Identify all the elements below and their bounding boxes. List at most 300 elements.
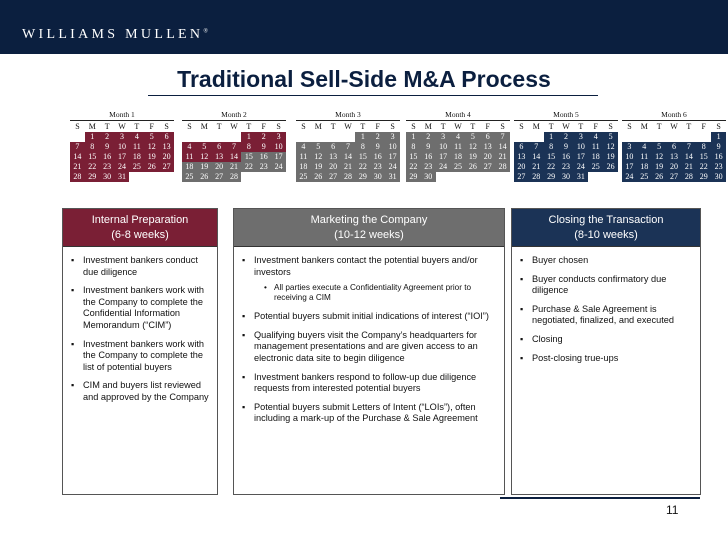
day-cell: 12 [603, 142, 618, 152]
day-cell: 20 [667, 162, 682, 172]
day-cell: 26 [144, 162, 159, 172]
day-cell: 9 [559, 142, 574, 152]
weekday-label: W [230, 122, 238, 131]
day-cell: 5 [144, 132, 159, 142]
day-cell [70, 132, 85, 142]
day-cell: 4 [296, 142, 311, 152]
weekday-label: M [88, 122, 96, 131]
day-cell [465, 172, 480, 182]
day-cell: 28 [227, 172, 242, 182]
list-item: ▪ Closing [520, 334, 692, 346]
weekday-label: T [686, 122, 692, 131]
day-cell [480, 172, 495, 182]
day-cell: 23 [711, 162, 726, 172]
day-cell: 15 [241, 152, 256, 162]
weekday-label: F [375, 122, 380, 131]
day-cell: 13 [326, 152, 341, 162]
day-cell: 9 [256, 142, 271, 152]
day-cell: 12 [197, 152, 212, 162]
week-row [182, 142, 286, 152]
week-row [622, 142, 726, 152]
day-cell: 5 [652, 142, 667, 152]
day-cell [182, 132, 197, 142]
list-item: ▪ Investment bankers work with the Company to complete the Confidential Information Memorandum (“CIM”) [71, 285, 209, 331]
week-row [70, 162, 174, 172]
day-cell [256, 172, 271, 182]
week-row [70, 152, 174, 162]
day-cell: 30 [559, 172, 574, 182]
day-cell: 23 [370, 162, 385, 172]
day-cell: 25 [451, 162, 466, 172]
day-cell: 30 [421, 172, 436, 182]
day-cell: 1 [85, 132, 100, 142]
title-underline [148, 95, 598, 96]
weekday-label: W [670, 122, 678, 131]
day-cell: 31 [385, 172, 400, 182]
day-cell [588, 172, 603, 182]
weekday-row [70, 121, 174, 132]
day-cell: 18 [296, 162, 311, 172]
weekday-label: S [390, 122, 395, 131]
weekday-label: F [701, 122, 706, 131]
day-cell: 18 [588, 152, 603, 162]
day-cell [637, 132, 652, 142]
day-cell [667, 132, 682, 142]
day-cell [652, 132, 667, 142]
day-cell: 26 [652, 172, 667, 182]
day-cell: 28 [495, 162, 510, 172]
weekday-label: T [360, 122, 366, 131]
day-cell: 19 [197, 162, 212, 172]
week-row [296, 152, 400, 162]
day-cell: 23 [559, 162, 574, 172]
weekday-row [406, 121, 510, 132]
weekday-label: F [261, 122, 266, 131]
day-cell: 16 [559, 152, 574, 162]
day-cell: 2 [421, 132, 436, 142]
weekday-label: S [716, 122, 721, 131]
day-cell: 19 [603, 152, 618, 162]
week-row [182, 162, 286, 172]
day-cell [296, 132, 311, 142]
month-name: Month 6 [622, 110, 726, 121]
day-cell: 21 [495, 152, 510, 162]
day-cell: 4 [637, 142, 652, 152]
month-calendar [622, 110, 726, 182]
weekday-label: M [424, 122, 432, 131]
day-cell: 24 [115, 162, 130, 172]
day-cell: 3 [436, 132, 451, 142]
week-row [70, 172, 174, 182]
day-cell: 16 [711, 152, 726, 162]
day-cell: 26 [197, 172, 212, 182]
weekday-label: S [500, 122, 505, 131]
day-cell: 25 [296, 172, 311, 182]
day-cell: 1 [355, 132, 370, 142]
week-row [622, 132, 726, 142]
month-name: Month 2 [182, 110, 286, 121]
day-cell: 7 [681, 142, 696, 152]
day-cell: 10 [271, 142, 286, 152]
day-cell: 18 [129, 152, 144, 162]
week-row [406, 172, 510, 182]
weekday-label: T [330, 122, 336, 131]
month-name: Month 4 [406, 110, 510, 121]
week-row [182, 152, 286, 162]
month-name: Month 1 [70, 110, 174, 121]
day-cell: 14 [495, 142, 510, 152]
day-cell: 24 [385, 162, 400, 172]
day-cell [495, 172, 510, 182]
panel-header-prep [63, 209, 217, 247]
day-cell: 1 [711, 132, 726, 142]
weekday-label: S [164, 122, 169, 131]
day-cell: 7 [529, 142, 544, 152]
day-cell: 11 [451, 142, 466, 152]
day-cell [227, 132, 242, 142]
day-cell: 12 [311, 152, 326, 162]
day-cell: 17 [622, 162, 637, 172]
panel-body-closing [512, 255, 700, 371]
day-cell: 17 [115, 152, 130, 162]
day-cell: 9 [711, 142, 726, 152]
day-cell: 16 [370, 152, 385, 162]
day-cell: 13 [212, 152, 227, 162]
day-cell: 13 [159, 142, 174, 152]
day-cell: 26 [465, 162, 480, 172]
weekday-label: S [187, 122, 192, 131]
week-row [622, 152, 726, 162]
weekday-label: S [276, 122, 281, 131]
day-cell: 23 [256, 162, 271, 172]
day-cell [622, 132, 637, 142]
day-cell: 2 [100, 132, 115, 142]
day-cell [681, 132, 696, 142]
month-calendar [406, 110, 510, 182]
day-cell: 10 [385, 142, 400, 152]
list-item: ▪ Investment bankers respond to follow-up due diligence requests from interested potential buyers [242, 372, 496, 395]
list-item: ▪ Potential buyers submit initial indications of interest (“IOI”) [242, 311, 496, 323]
list-item: ▪ Investment bankers contact the potential buyers and/or investors [242, 255, 496, 278]
week-row [296, 172, 400, 182]
day-cell [514, 132, 529, 142]
weekday-row [622, 121, 726, 132]
day-cell: 8 [355, 142, 370, 152]
day-cell: 16 [100, 152, 115, 162]
firm-logo: WILLIAMS MULLEN® [22, 27, 208, 42]
weekday-label: T [134, 122, 140, 131]
week-row [514, 132, 618, 142]
list-item: ▪ Purchase & Sale Agreement is negotiated, finalized, and executed [520, 304, 692, 327]
day-cell: 19 [311, 162, 326, 172]
header-bar [0, 0, 728, 54]
month-name: Month 3 [296, 110, 400, 121]
week-row [406, 142, 510, 152]
day-cell: 23 [100, 162, 115, 172]
day-cell: 22 [355, 162, 370, 172]
day-cell: 21 [681, 162, 696, 172]
day-cell [603, 172, 618, 182]
day-cell: 17 [436, 152, 451, 162]
day-cell [212, 132, 227, 142]
day-cell: 31 [573, 172, 588, 182]
day-cell: 1 [544, 132, 559, 142]
day-cell: 28 [529, 172, 544, 182]
weekday-row [182, 121, 286, 132]
day-cell: 20 [212, 162, 227, 172]
day-cell: 4 [451, 132, 466, 142]
day-cell [159, 172, 174, 182]
week-row [514, 152, 618, 162]
day-cell: 27 [480, 162, 495, 172]
day-cell: 14 [341, 152, 356, 162]
day-cell: 6 [480, 132, 495, 142]
day-cell: 31 [115, 172, 130, 182]
day-cell: 5 [311, 142, 326, 152]
day-cell: 16 [421, 152, 436, 162]
weekday-label: T [104, 122, 110, 131]
sub-list-item: • All parties execute a Confidentiality Agreement prior to receiving a CIM [242, 283, 496, 303]
day-cell: 8 [406, 142, 421, 152]
day-cell: 3 [115, 132, 130, 142]
day-cell: 8 [696, 142, 711, 152]
footer-rule [500, 497, 700, 499]
day-cell: 20 [480, 152, 495, 162]
weekday-label: T [470, 122, 476, 131]
day-cell: 8 [85, 142, 100, 152]
day-cell [241, 172, 256, 182]
day-cell: 9 [421, 142, 436, 152]
week-row [514, 162, 618, 172]
day-cell: 2 [559, 132, 574, 142]
panel-body-marketing [234, 255, 504, 432]
day-cell: 12 [652, 152, 667, 162]
weekday-label: M [640, 122, 648, 131]
weekday-label: S [627, 122, 632, 131]
weekday-label: S [75, 122, 80, 131]
day-cell: 29 [696, 172, 711, 182]
day-cell: 11 [637, 152, 652, 162]
weekday-label: T [216, 122, 222, 131]
day-cell: 25 [129, 162, 144, 172]
panel-body-prep [63, 255, 217, 411]
day-cell: 12 [465, 142, 480, 152]
panel-title: Internal Preparation [91, 214, 189, 226]
day-cell: 7 [495, 132, 510, 142]
day-cell: 6 [326, 142, 341, 152]
week-row [622, 162, 726, 172]
weekday-label: S [411, 122, 416, 131]
weekday-label: T [246, 122, 252, 131]
day-cell: 15 [544, 152, 559, 162]
day-cell: 27 [212, 172, 227, 182]
day-cell: 29 [85, 172, 100, 182]
day-cell: 18 [182, 162, 197, 172]
day-cell: 1 [241, 132, 256, 142]
day-cell: 30 [100, 172, 115, 182]
day-cell: 13 [480, 142, 495, 152]
day-cell: 27 [667, 172, 682, 182]
day-cell: 28 [70, 172, 85, 182]
day-cell: 5 [603, 132, 618, 142]
week-row [622, 172, 726, 182]
month-calendar [182, 110, 286, 182]
day-cell: 19 [144, 152, 159, 162]
day-cell: 3 [622, 142, 637, 152]
weekday-label: M [200, 122, 208, 131]
day-cell: 12 [144, 142, 159, 152]
day-cell: 2 [256, 132, 271, 142]
weekday-label: T [440, 122, 446, 131]
weekday-label: T [548, 122, 554, 131]
panel-duration: (10-12 weeks) [334, 229, 404, 241]
weekday-label: F [149, 122, 154, 131]
day-cell: 7 [70, 142, 85, 152]
day-cell: 13 [514, 152, 529, 162]
month-calendar [514, 110, 618, 182]
day-cell: 24 [271, 162, 286, 172]
day-cell [311, 132, 326, 142]
day-cell: 10 [436, 142, 451, 152]
day-cell: 10 [573, 142, 588, 152]
day-cell: 18 [451, 152, 466, 162]
day-cell: 3 [271, 132, 286, 142]
day-cell: 30 [370, 172, 385, 182]
day-cell [326, 132, 341, 142]
day-cell: 28 [681, 172, 696, 182]
week-row [514, 142, 618, 152]
day-cell: 8 [544, 142, 559, 152]
day-cell: 4 [182, 142, 197, 152]
list-item: ▪ Investment bankers conduct due diligence [71, 255, 209, 278]
day-cell: 7 [227, 142, 242, 152]
day-cell: 25 [588, 162, 603, 172]
day-cell: 14 [681, 152, 696, 162]
day-cell [144, 172, 159, 182]
day-cell [271, 172, 286, 182]
day-cell: 22 [85, 162, 100, 172]
day-cell: 19 [652, 162, 667, 172]
day-cell: 22 [696, 162, 711, 172]
day-cell: 6 [667, 142, 682, 152]
day-cell: 9 [370, 142, 385, 152]
list-item: ▪ CIM and buyers list reviewed and approved by the Company [71, 380, 209, 403]
weekday-label: F [593, 122, 598, 131]
day-cell: 25 [637, 172, 652, 182]
list-item: ▪ Buyer chosen [520, 255, 692, 267]
day-cell: 23 [421, 162, 436, 172]
day-cell: 11 [296, 152, 311, 162]
day-cell: 25 [182, 172, 197, 182]
day-cell: 17 [573, 152, 588, 162]
day-cell: 14 [227, 152, 242, 162]
day-cell: 24 [622, 172, 637, 182]
day-cell: 21 [70, 162, 85, 172]
day-cell: 7 [341, 142, 356, 152]
week-row [406, 162, 510, 172]
month-calendar [70, 110, 174, 182]
weekday-label: T [578, 122, 584, 131]
day-cell: 18 [637, 162, 652, 172]
day-cell [197, 132, 212, 142]
panel-header-closing [512, 209, 700, 247]
day-cell [129, 172, 144, 182]
weekday-label: W [454, 122, 462, 131]
panel-duration: (8-10 weeks) [574, 229, 638, 241]
day-cell: 27 [326, 172, 341, 182]
day-cell: 15 [406, 152, 421, 162]
day-cell: 21 [227, 162, 242, 172]
day-cell: 27 [514, 172, 529, 182]
panel-title: Marketing the Company [310, 214, 428, 226]
list-item: ▪ Investment bankers work with the Company to complete the list of potential buyers [71, 339, 209, 374]
day-cell: 22 [406, 162, 421, 172]
day-cell: 15 [696, 152, 711, 162]
panel-marketing [233, 208, 505, 495]
day-cell: 26 [603, 162, 618, 172]
weekday-label: S [301, 122, 306, 131]
day-cell [696, 132, 711, 142]
day-cell: 29 [544, 172, 559, 182]
weekday-label: W [344, 122, 352, 131]
day-cell [529, 132, 544, 142]
week-row [182, 172, 286, 182]
day-cell: 11 [182, 152, 197, 162]
day-cell: 15 [355, 152, 370, 162]
day-cell: 20 [514, 162, 529, 172]
page-number: 11 [666, 503, 679, 517]
day-cell: 2 [370, 132, 385, 142]
list-item: ▪ Buyer conducts confirmatory due diligence [520, 274, 692, 297]
weekday-label: F [485, 122, 490, 131]
day-cell: 24 [573, 162, 588, 172]
weekday-label: T [656, 122, 662, 131]
weekday-row [296, 121, 400, 132]
week-row [70, 132, 174, 142]
day-cell: 15 [85, 152, 100, 162]
day-cell: 13 [667, 152, 682, 162]
list-item: ▪ Qualifying buyers visit the Company’s headquarters for management presentations and are given access to an electronic data site to begin diligence [242, 330, 496, 365]
day-cell: 22 [544, 162, 559, 172]
day-cell: 8 [241, 142, 256, 152]
week-row [296, 132, 400, 142]
day-cell: 11 [129, 142, 144, 152]
weekday-label: W [118, 122, 126, 131]
day-cell: 19 [465, 152, 480, 162]
month-calendar [296, 110, 400, 182]
day-cell: 10 [622, 152, 637, 162]
month-name: Month 5 [514, 110, 618, 121]
day-cell: 5 [197, 142, 212, 152]
day-cell: 21 [529, 162, 544, 172]
day-cell: 17 [271, 152, 286, 162]
day-cell: 27 [159, 162, 174, 172]
day-cell: 16 [256, 152, 271, 162]
weekday-row [514, 121, 618, 132]
panel-duration: (6-8 weeks) [111, 229, 169, 241]
day-cell [341, 132, 356, 142]
day-cell: 28 [341, 172, 356, 182]
day-cell: 20 [326, 162, 341, 172]
week-row [514, 172, 618, 182]
day-cell: 6 [159, 132, 174, 142]
day-cell: 10 [115, 142, 130, 152]
day-cell: 4 [588, 132, 603, 142]
day-cell: 3 [573, 132, 588, 142]
panel-internal-preparation [62, 208, 218, 495]
day-cell: 26 [311, 172, 326, 182]
weekday-label: M [314, 122, 322, 131]
